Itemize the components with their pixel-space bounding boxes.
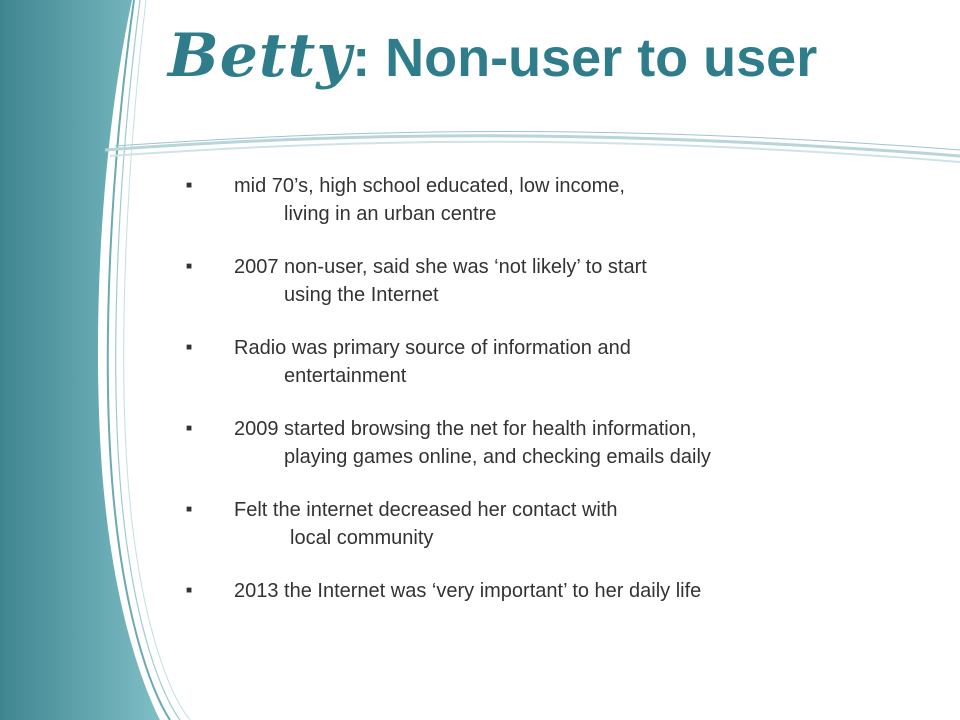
- bullet-line-2: entertainment: [284, 365, 407, 387]
- bullet-text: [234, 496, 846, 552]
- bullet-text: [234, 577, 846, 605]
- list-item: [186, 577, 846, 605]
- bullet-line-1: Radio was primary source of information and: [234, 337, 631, 359]
- bullet-line-2: local community: [290, 527, 434, 549]
- bullet-text: [234, 334, 846, 390]
- bullet-text: [234, 253, 846, 309]
- square-bullet-icon: ■: [186, 585, 193, 596]
- list-item: [186, 415, 846, 471]
- square-bullet-icon: ■: [186, 342, 193, 353]
- divider-line-2: [110, 142, 960, 162]
- square-bullet-icon: ■: [186, 504, 193, 515]
- title-rest: : Non-user to user: [352, 28, 818, 88]
- bullet-line-1: 2013 the Internet was ‘very important’ to her daily life: [234, 580, 702, 602]
- list-item: [186, 253, 846, 309]
- title-name: Betty: [168, 21, 353, 91]
- bullet-line-1: Felt the internet decreased her contact with: [234, 499, 618, 521]
- list-item: [186, 334, 846, 390]
- sidebar-swoosh-2: [116, 0, 180, 720]
- list-item: [186, 496, 846, 552]
- square-bullet-icon: ■: [186, 261, 193, 272]
- sidebar-panel: [0, 0, 160, 720]
- bullet-line-2: living in an urban centre: [284, 203, 497, 225]
- bullet-line-1: 2007 non-user, said she was ‘not likely’ to start: [234, 256, 647, 278]
- bullet-list: [186, 172, 846, 630]
- list-item: [186, 172, 846, 228]
- bullet-line-2: playing games online, and checking emails daily: [284, 446, 711, 468]
- slide-title: [168, 21, 818, 91]
- square-bullet-icon: ■: [186, 423, 193, 434]
- bullet-line-2: using the Internet: [284, 284, 439, 306]
- bullet-line-1: mid 70’s, high school educated, low income,: [234, 175, 625, 197]
- bullet-text: [234, 172, 846, 228]
- bullet-line-1: 2009 started browsing the net for health information,: [234, 418, 697, 440]
- sidebar-swoosh-3: [124, 0, 190, 720]
- square-bullet-icon: ■: [186, 180, 193, 191]
- bullet-text: [234, 415, 846, 471]
